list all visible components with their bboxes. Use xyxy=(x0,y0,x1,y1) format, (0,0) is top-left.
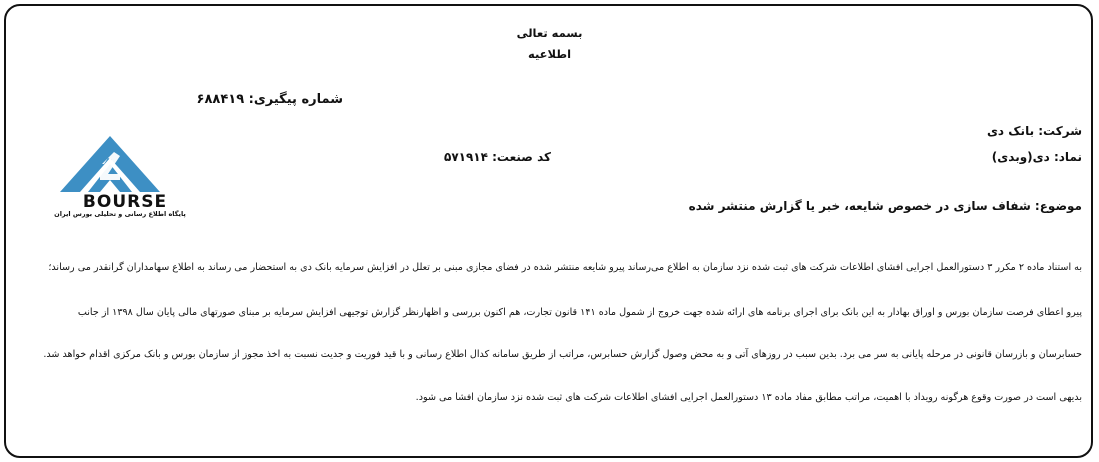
notice-frame xyxy=(4,4,1093,458)
body-paragraph-4: بدیهی است در صورت وقوع هرگونه رویداد با اهمیت، مراتب مطابق مفاد ماده ۱۳ دستورالعمل اجرایی افشای اطلاعات شرکت های ثبت شده نزد سازمان افشا می شود. xyxy=(415,392,1082,403)
industry-code: کد صنعت: ۵۷۱۹۱۴ xyxy=(444,150,551,164)
logo-caption: پایگاه اطلاع رسانی و تحلیلی بورس ایران xyxy=(54,210,186,218)
subject-line: موضوع: شفاف سازی در خصوص شایعه، خبر یا گزارش منتشر شده xyxy=(688,199,1082,213)
body-paragraph-1: به استناد ماده ۲ مکرر ۳ دستورالعمل اجرایی افشای اطلاعات شرکت های ثبت شده نزد سازمان به اطلاع می‌رساند پیرو شایعه منتشر شده در فضای مجازی مبنی بر تعلل در افزایش سرمایه بانک دی به استحضار می رساند به اطلاع سهامداران گرانقدر می رساند؛ xyxy=(48,262,1082,273)
company-name: شرکت: بانک دی xyxy=(986,124,1082,138)
body-paragraph-2: پیرو اعطای فرصت سازمان بورس و اوراق بهادار به این بانک برای اجرای برنامه های ارائه شده جهت خروج از شمول ماده ۱۴۱ قانون تجارت، هم اکنون بررسی و اظهارنظر گزارش توجیهی افزایش سرمایه بر مبنای صورتهای مالی پایان سال ۱۳۹۸ از جانب xyxy=(77,307,1082,318)
ticker-symbol: نماد: دی(وبدی) xyxy=(991,150,1082,164)
body-paragraph-3: حسابرسان و بازرسان قانونی در مرحله پایانی به سر می برد. بدین سبب در روزهای آتی و به محض وصول گزارش حسابرس، مراتب از طریق سامانه کدال اطلاع رسانی و با قید فوریت و جدیت نسبت به اخذ مجوز از سازمان بورس و بانک مرکزی اقدام خواهد شد. xyxy=(43,349,1082,360)
notice-heading: اطلاعیه xyxy=(527,47,572,61)
tracking-number: شماره پیگیری: ۶۸۸۴۱۹ xyxy=(196,92,343,107)
basmala-heading: بسمه تعالی xyxy=(516,26,583,40)
logo-wordmark: BOURSE xyxy=(82,192,168,212)
